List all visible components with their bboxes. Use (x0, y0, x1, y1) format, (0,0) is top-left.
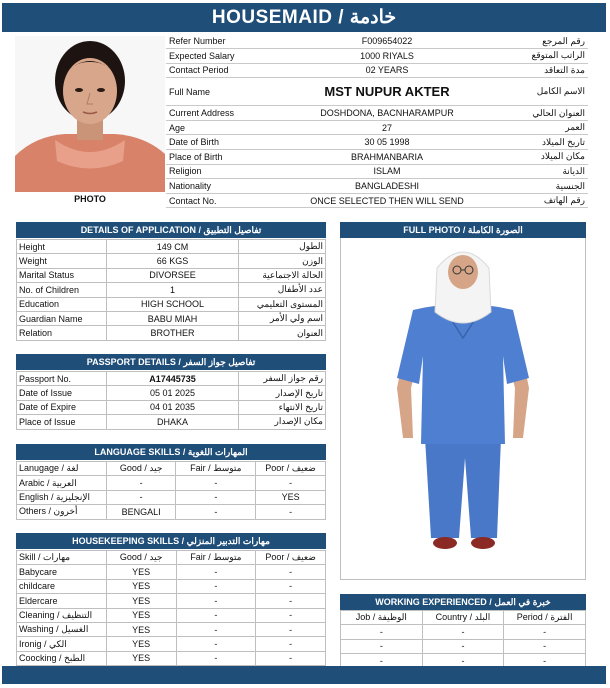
table-header-row (17, 462, 326, 476)
table-cell: - (504, 639, 586, 653)
column-header: Fair / متوسط (176, 462, 256, 476)
table-cell: - (106, 490, 176, 504)
row-value: 66 KGS (107, 254, 239, 268)
row-label: Education (17, 297, 107, 311)
table-cell: YES (106, 637, 176, 651)
table-cell: - (176, 505, 256, 519)
table-cell: Others / أخرون (17, 505, 107, 519)
table-row (17, 565, 326, 579)
table-row (17, 579, 326, 593)
info-arabic-label: رقم المرجع (488, 34, 588, 49)
full-body-photo (340, 238, 586, 580)
info-row (166, 120, 588, 135)
info-arabic-label: الاسم الكامل (488, 78, 588, 106)
info-value: 30 05 1998 (286, 135, 488, 150)
table-cell: Eldercare (17, 594, 107, 608)
table-cell: - (256, 476, 326, 490)
column-header: Poor / ضعيف (256, 462, 326, 476)
table-cell: - (176, 594, 256, 608)
table-cell: - (176, 608, 256, 622)
row-label: Relation (17, 326, 107, 340)
info-label: Contact No. (166, 193, 286, 208)
footer-bar (2, 666, 606, 684)
row-label: Guardian Name (17, 311, 107, 325)
table-row (17, 594, 326, 608)
table-cell: - (176, 565, 256, 579)
table-cell: - (176, 579, 256, 593)
info-value: DOSHDONA, BACNHARAMPUR (286, 106, 488, 121)
info-label: Refer Number (166, 34, 286, 49)
table-row (17, 637, 326, 651)
table-cell: Arabic / العربية (17, 476, 107, 490)
row-value: DHAKA (107, 415, 239, 429)
info-value: ONCE SELECTED THEN WILL SEND (286, 193, 488, 208)
table-cell: - (106, 476, 176, 490)
table-cell: - (256, 505, 326, 519)
row-label: Date of Expire (17, 400, 107, 414)
row-arabic-label: تاريخ الانتهاء (239, 400, 326, 414)
row-label: Date of Issue (17, 386, 107, 400)
row-arabic-label: العنوان (239, 326, 326, 340)
experience-section-title: WORKING EXPERIENCED / خبرة في العمل (340, 594, 586, 610)
table-cell: - (256, 622, 326, 636)
row-arabic-label: المستوى التعليمي (239, 297, 326, 311)
table-row (17, 400, 326, 414)
portrait-photo (15, 36, 165, 192)
table-cell: - (422, 654, 504, 668)
table-cell: - (504, 625, 586, 639)
info-label: Date of Birth (166, 135, 286, 150)
photo-caption: PHOTO (74, 194, 106, 204)
application-table (16, 239, 326, 341)
table-cell: - (176, 637, 256, 651)
table-cell: Coocking / الطبخ (17, 651, 107, 665)
column-header: Good / جيد (106, 551, 176, 565)
table-cell: - (176, 476, 256, 490)
language-section-title: LANGUAGE SKILLS / المهارات اللغوية (16, 444, 326, 460)
info-row (166, 63, 588, 78)
info-row (166, 179, 588, 194)
info-arabic-label: مدة التعاقد (488, 63, 588, 78)
info-row (166, 150, 588, 165)
info-value: BRAHMANBARIA (286, 150, 488, 165)
table-cell: - (256, 651, 326, 665)
housekeeping-table (16, 550, 326, 666)
column-header: Poor / ضعيف (256, 551, 326, 565)
column-header: Fair / متوسط (176, 551, 256, 565)
row-value: 05 01 2025 (107, 386, 239, 400)
row-arabic-label: الوزن (239, 254, 326, 268)
info-value: F009654022 (286, 34, 488, 49)
row-arabic-label: تاريخ الإصدار (239, 386, 326, 400)
column-header: Good / جيد (106, 462, 176, 476)
table-row (17, 268, 326, 282)
info-label: Current Address (166, 106, 286, 121)
row-value: A17445735 (107, 372, 239, 386)
row-label: Place of Issue (17, 415, 107, 429)
info-arabic-label: الديانة (488, 164, 588, 179)
row-value: DIVORSEE (107, 268, 239, 282)
table-row (17, 476, 326, 490)
table-cell: Babycare (17, 565, 107, 579)
info-arabic-label: العنوان الحالي (488, 106, 588, 121)
table-cell: YES (106, 579, 176, 593)
info-row (166, 34, 588, 49)
info-value: ISLAM (286, 164, 488, 179)
info-label: Contact Period (166, 63, 286, 78)
table-row (17, 240, 326, 254)
row-value: BROTHER (107, 326, 239, 340)
language-table (16, 461, 326, 520)
table-cell: - (341, 625, 423, 639)
page-title: HOUSEMAID / خادمة (2, 3, 606, 32)
info-label: Full Name (166, 78, 286, 106)
table-row (17, 608, 326, 622)
table-cell: - (504, 654, 586, 668)
table-cell: YES (106, 565, 176, 579)
full-photo-section-title: FULL PHOTO / الصورة الكاملة (340, 222, 586, 238)
table-cell: YES (256, 490, 326, 504)
info-label: Religion (166, 164, 286, 179)
table-row (17, 311, 326, 325)
info-arabic-label: رقم الهاتف (488, 193, 588, 208)
info-arabic-label: الجنسية (488, 179, 588, 194)
table-cell: YES (106, 622, 176, 636)
table-cell: - (256, 565, 326, 579)
row-label: Marital Status (17, 268, 107, 282)
table-cell: childcare (17, 579, 107, 593)
table-cell: - (341, 654, 423, 668)
table-row (17, 283, 326, 297)
info-arabic-label: مكان الميلاد (488, 150, 588, 165)
table-row (17, 505, 326, 519)
table-row (17, 297, 326, 311)
info-row (166, 78, 588, 106)
passport-table (16, 371, 326, 430)
info-label: Nationality (166, 179, 286, 194)
info-value: 02 YEARS (286, 63, 488, 78)
table-cell: Ironig / الكي (17, 637, 107, 651)
table-cell: - (256, 594, 326, 608)
info-label: Expected Salary (166, 49, 286, 64)
table-cell: Washing / الغسيل (17, 622, 107, 636)
row-arabic-label: الطول (239, 240, 326, 254)
table-cell: - (176, 622, 256, 636)
row-arabic-label: اسم ولي الأمر (239, 311, 326, 325)
row-label: Passport No. (17, 372, 107, 386)
table-cell: Cleaning / التنظيف (17, 608, 107, 622)
row-value: HIGH SCHOOL (107, 297, 239, 311)
table-row (341, 625, 586, 639)
row-label: No. of Children (17, 283, 107, 297)
table-row (17, 490, 326, 504)
table-cell: YES (106, 594, 176, 608)
info-label: Place of Birth (166, 150, 286, 165)
info-label: Age (166, 120, 286, 135)
column-header: Lanugage / لغة (17, 462, 107, 476)
table-header-row (17, 551, 326, 565)
info-row (166, 164, 588, 179)
info-value: 27 (286, 120, 488, 135)
passport-section-title: PASSPORT DETAILS / تفاصيل جواز السفر (16, 354, 326, 370)
row-value: 149 CM (107, 240, 239, 254)
table-row (17, 415, 326, 429)
row-label: Height (17, 240, 107, 254)
table-cell: - (256, 637, 326, 651)
personal-info-table (166, 34, 588, 208)
table-row (17, 386, 326, 400)
table-cell: YES (106, 651, 176, 665)
row-arabic-label: رقم جواز السفر (239, 372, 326, 386)
table-row (17, 651, 326, 665)
row-value: 1 (107, 283, 239, 297)
row-arabic-label: مكان الإصدار (239, 415, 326, 429)
table-row (17, 622, 326, 636)
table-cell: YES (106, 608, 176, 622)
table-cell: BENGALI (106, 505, 176, 519)
table-cell: - (256, 579, 326, 593)
table-row (341, 639, 586, 653)
column-header: Skill / مهارات (17, 551, 107, 565)
info-value: BANGLADESHI (286, 179, 488, 194)
experience-table (340, 610, 586, 669)
row-value: BABU MIAH (107, 311, 239, 325)
table-cell: - (422, 639, 504, 653)
table-cell: - (422, 625, 504, 639)
row-value: 04 01 2035 (107, 400, 239, 414)
application-section-title: DETAILS OF APPLICATION / تفاصيل التطبيق (16, 222, 326, 238)
info-value: 1000 RIYALS (286, 49, 488, 64)
table-header-row (341, 611, 586, 625)
table-cell: English / الإنجليزية (17, 490, 107, 504)
info-arabic-label: العمر (488, 120, 588, 135)
column-header: Job / الوظيفة (341, 611, 423, 625)
table-row (17, 254, 326, 268)
table-cell: - (256, 608, 326, 622)
info-arabic-label: الراتب المتوقع (488, 49, 588, 64)
info-row (166, 106, 588, 121)
table-row (17, 326, 326, 340)
table-cell: - (176, 490, 256, 504)
column-header: Country / البلد (422, 611, 504, 625)
housekeeping-section-title: HOUSEKEEPING SKILLS / مهارات التدبير المنزلي (16, 533, 326, 549)
row-arabic-label: عدد الأطفال (239, 283, 326, 297)
row-arabic-label: الحالة الاجتماعية (239, 268, 326, 282)
info-row (166, 135, 588, 150)
info-arabic-label: تاريخ الميلاد (488, 135, 588, 150)
info-value: MST NUPUR AKTER (286, 78, 488, 106)
table-row (17, 372, 326, 386)
row-label: Weight (17, 254, 107, 268)
table-cell: - (176, 651, 256, 665)
column-header: Period / الفترة (504, 611, 586, 625)
table-cell: - (341, 639, 423, 653)
info-row (166, 193, 588, 208)
info-row (166, 49, 588, 64)
